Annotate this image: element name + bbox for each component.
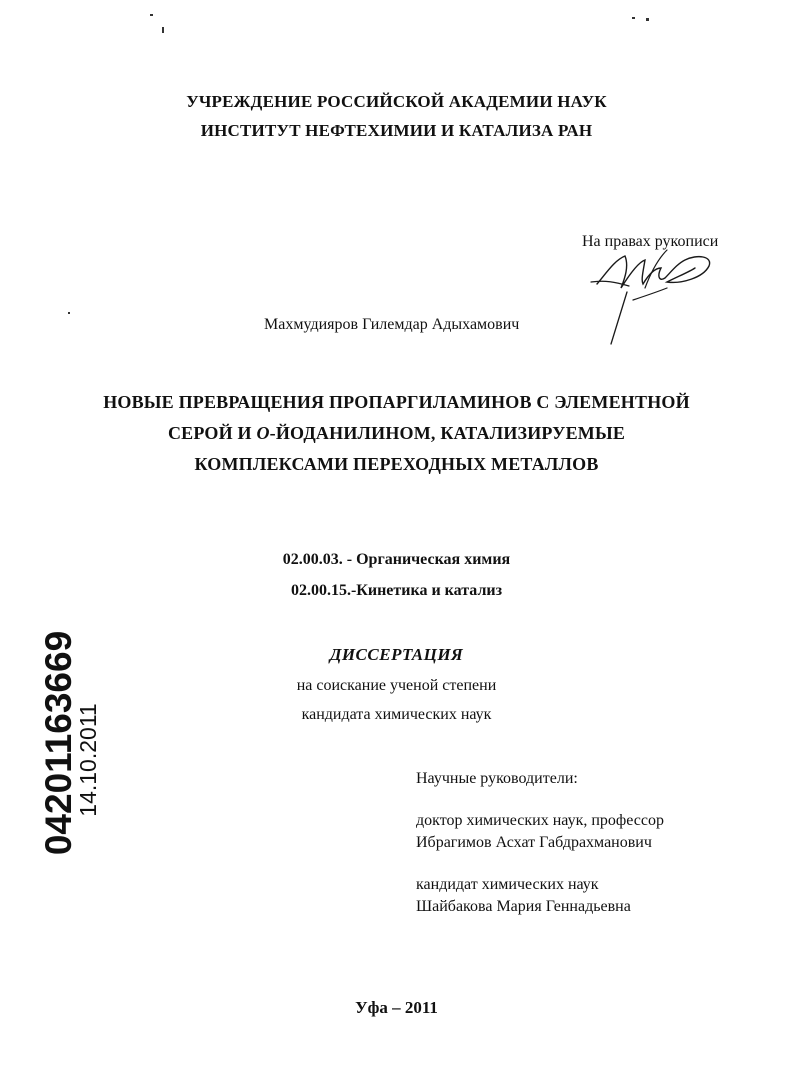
title-line-3: КОМПЛЕКСАМИ ПЕРЕХОДНЫХ МЕТАЛЛОВ	[194, 454, 599, 474]
library-stamp-date: 14.10.2011	[75, 703, 101, 817]
title-line-2-italic: О	[256, 423, 270, 443]
institution-line-2: ИНСТИТУТ НЕФТЕХИМИИ И КАТАЛИЗА РАН	[200, 121, 593, 140]
degree-line-2: кандидата химических наук	[301, 706, 492, 723]
title-line-2-post: -ЙОДАНИЛИНОМ, КАТАЛИЗИРУЕМЫЕ	[269, 423, 626, 443]
degree-line-1: на соискание ученой степени	[296, 677, 497, 694]
supervisor-1-name: Ибрагимов Асхат Габдрахманович	[416, 834, 652, 851]
dissertation-title	[0, 387, 793, 480]
supervisors-heading: Научные руководители:	[416, 770, 578, 787]
manuscript-note: На правах рукописи	[582, 233, 719, 250]
scan-speck	[646, 18, 649, 21]
title-line-2-pre: СЕРОЙ И	[167, 423, 257, 443]
title-line-1: НОВЫЕ ПРЕВРАЩЕНИЯ ПРОПАРГИЛАМИНОВ С ЭЛЕМЕНТНОЙ	[103, 392, 690, 412]
supervisor-2-title: кандидат химических наук	[416, 876, 599, 893]
signature-icon	[585, 242, 735, 347]
institution-line-1: УЧРЕЖДЕНИЕ РОССИЙСКОЙ АКАДЕМИИ НАУК	[186, 92, 607, 111]
supervisor-2-name: Шайбакова Мария Геннадьевна	[416, 898, 631, 915]
scan-speck	[68, 312, 70, 314]
specialty-organic-chemistry: 02.00.03. - Органическая химия	[282, 551, 511, 568]
scan-speck	[632, 17, 635, 19]
specialty-kinetics-catalysis: 02.00.15.-Кинетика и катализ	[290, 582, 503, 599]
dissertation-heading: ДИССЕРТАЦИЯ	[329, 645, 464, 664]
scan-speck	[162, 27, 164, 33]
scan-speck	[150, 14, 153, 16]
library-stamp-code: 04201163669	[38, 630, 79, 856]
supervisor-1-title: доктор химических наук, профессор	[416, 812, 664, 829]
title-line-2	[0, 418, 793, 449]
city-year: Уфа – 2011	[355, 998, 438, 1017]
author-name: Махмудияров Гилемдар Адыхамович	[264, 316, 520, 333]
